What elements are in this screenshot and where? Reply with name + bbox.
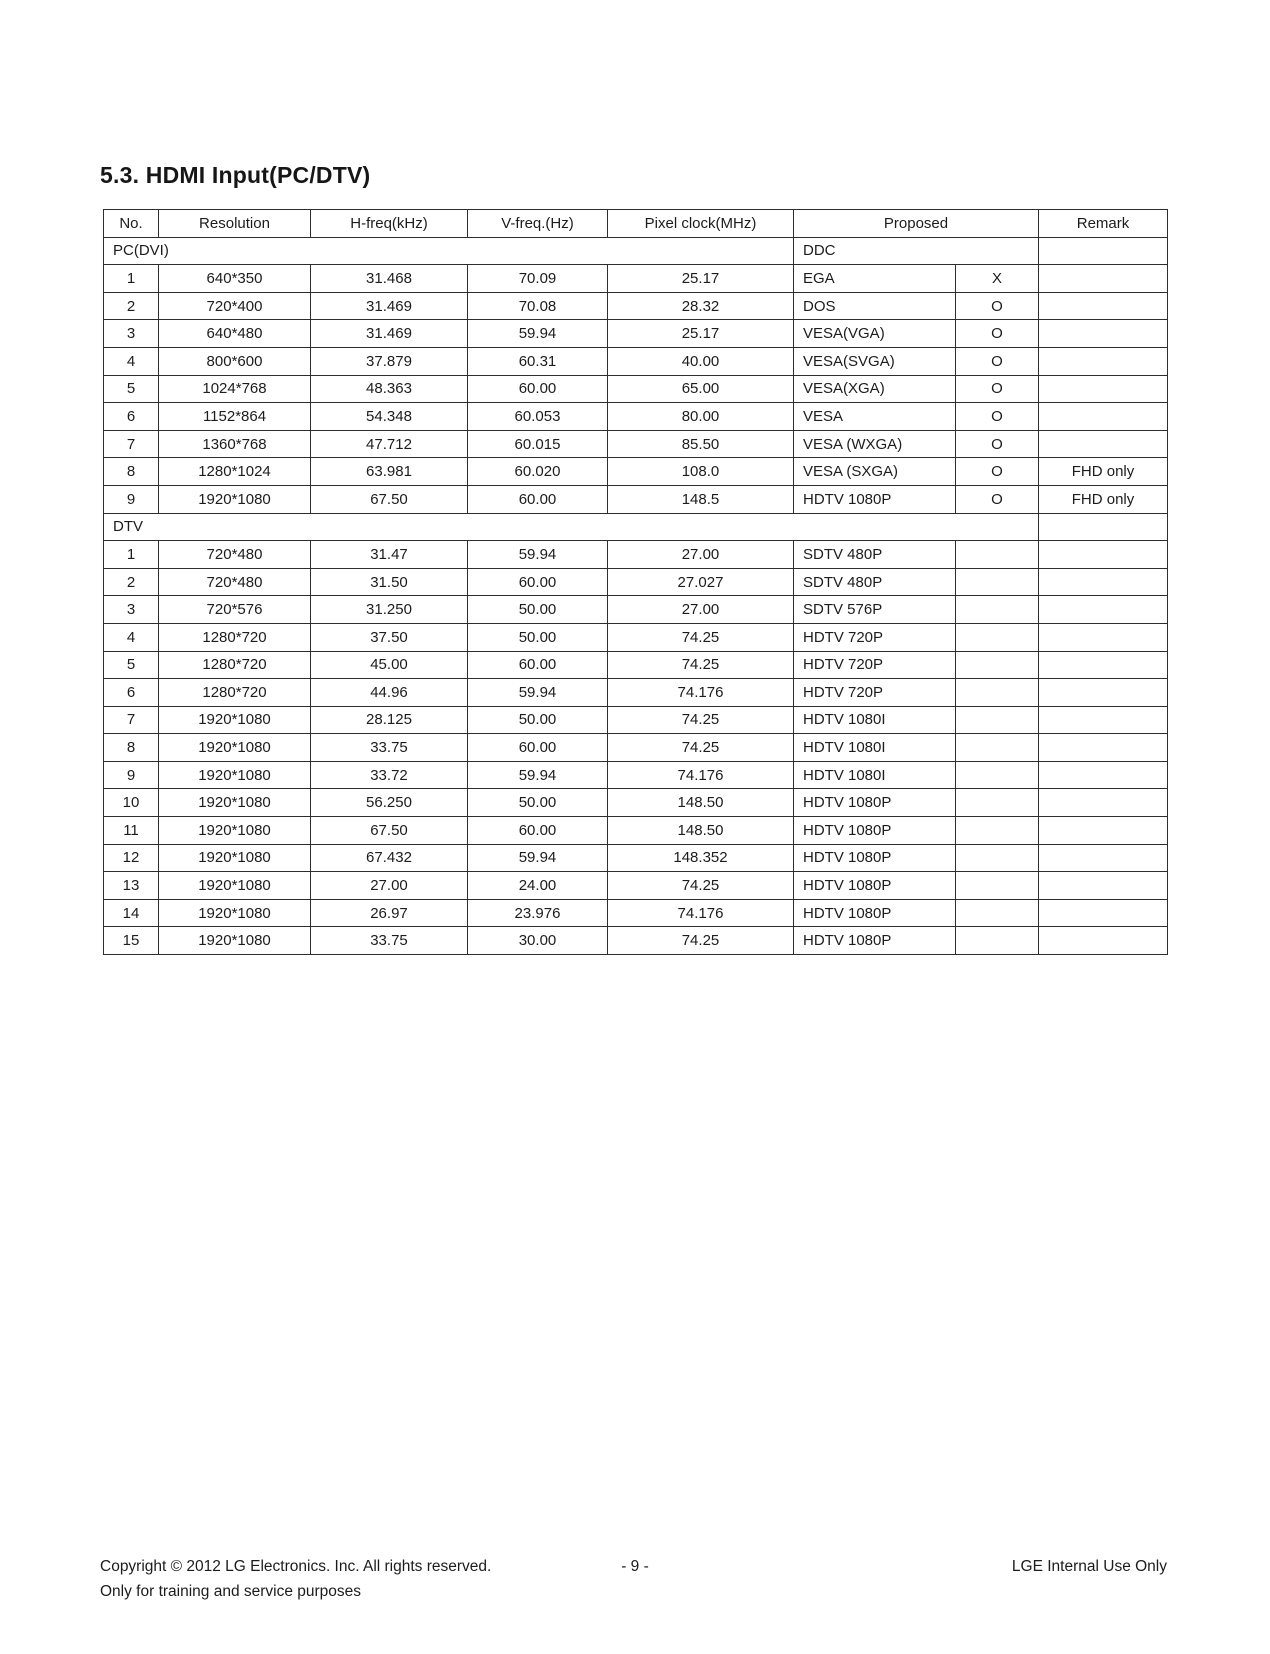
cell-proposed: HDTV 720P (794, 651, 956, 679)
cell-status (956, 541, 1039, 569)
footer-internal-use: LGE Internal Use Only (1011, 1558, 1167, 1575)
cell-vfreq: 59.94 (468, 761, 608, 789)
cell-pixel-clock: 40.00 (608, 347, 794, 375)
cell-remark (1039, 761, 1168, 789)
cell-hfreq: 48.363 (311, 375, 468, 403)
cell-no: 9 (104, 485, 159, 513)
cell-hfreq: 44.96 (311, 679, 468, 707)
cell-remark (1039, 513, 1168, 541)
cell-pixel-clock: 148.352 (608, 844, 794, 872)
cell-no: 7 (104, 706, 159, 734)
table-row (104, 292, 1168, 320)
cell-status (956, 789, 1039, 817)
cell-resolution: 640*350 (159, 265, 311, 293)
cell-pixel-clock: 148.50 (608, 789, 794, 817)
cell-hfreq: 33.75 (311, 927, 468, 955)
cell-pixel-clock: 148.5 (608, 485, 794, 513)
cell-remark (1039, 844, 1168, 872)
cell-no: 8 (104, 734, 159, 762)
cell-proposed: HDTV 1080P (794, 872, 956, 900)
cell-proposed: HDTV 720P (794, 679, 956, 707)
cell-status (956, 596, 1039, 624)
cell-no: 14 (104, 899, 159, 927)
cell-status (956, 899, 1039, 927)
cell-remark (1039, 430, 1168, 458)
cell-pixel-clock: 74.25 (608, 706, 794, 734)
table-row (104, 706, 1168, 734)
table-row (104, 541, 1168, 569)
cell-resolution: 1920*1080 (159, 789, 311, 817)
cell-vfreq: 59.94 (468, 844, 608, 872)
cell-resolution: 1920*1080 (159, 761, 311, 789)
table-row (104, 375, 1168, 403)
cell-resolution: 640*480 (159, 320, 311, 348)
table-row (104, 927, 1168, 955)
cell-vfreq: 60.00 (468, 485, 608, 513)
cell-vfreq: 50.00 (468, 789, 608, 817)
cell-resolution: 1280*720 (159, 679, 311, 707)
cell-resolution: 720*480 (159, 541, 311, 569)
cell-resolution: 1920*1080 (159, 706, 311, 734)
cell-remark: FHD only (1039, 485, 1168, 513)
cell-vfreq: 59.94 (468, 679, 608, 707)
cell-hfreq: 31.468 (311, 265, 468, 293)
cell-hfreq: 47.712 (311, 430, 468, 458)
cell-resolution: 1920*1080 (159, 817, 311, 845)
cell-resolution: 1280*720 (159, 651, 311, 679)
cell-status (956, 568, 1039, 596)
cell-remark (1039, 375, 1168, 403)
cell-vfreq: 23.976 (468, 899, 608, 927)
cell-remark (1039, 541, 1168, 569)
cell-hfreq: 31.250 (311, 596, 468, 624)
cell-proposed: VESA (SXGA) (794, 458, 956, 486)
page-number: - 9 - (621, 1558, 649, 1575)
cell-vfreq: 70.08 (468, 292, 608, 320)
cell-vfreq: 60.053 (468, 403, 608, 431)
cell-resolution: 720*480 (159, 568, 311, 596)
cell-resolution: 1920*1080 (159, 734, 311, 762)
cell-hfreq: 33.75 (311, 734, 468, 762)
table-row (104, 403, 1168, 431)
cell-hfreq: 28.125 (311, 706, 468, 734)
cell-pixel-clock: 74.25 (608, 623, 794, 651)
cell-no: 6 (104, 679, 159, 707)
cell-pixel-clock: 74.176 (608, 761, 794, 789)
cell-hfreq: 31.469 (311, 292, 468, 320)
cell-no: 3 (104, 320, 159, 348)
cell-vfreq: 60.31 (468, 347, 608, 375)
table-row (104, 265, 1168, 293)
cell-proposed: HDTV 1080P (794, 485, 956, 513)
table-row (104, 761, 1168, 789)
cell-vfreq: 50.00 (468, 596, 608, 624)
cell-vfreq: 70.09 (468, 265, 608, 293)
cell-no: 2 (104, 568, 159, 596)
cell-proposed: VESA(VGA) (794, 320, 956, 348)
cell-remark (1039, 623, 1168, 651)
cell-hfreq: 33.72 (311, 761, 468, 789)
cell-proposed: HDTV 1080I (794, 761, 956, 789)
cell-pixel-clock: 74.25 (608, 734, 794, 762)
table-row (104, 347, 1168, 375)
cell-status: O (956, 458, 1039, 486)
table-row (104, 899, 1168, 927)
cell-resolution: 1920*1080 (159, 844, 311, 872)
cell-pixel-clock: 80.00 (608, 403, 794, 431)
cell-vfreq: 30.00 (468, 927, 608, 955)
table-row (104, 320, 1168, 348)
cell-no: 1 (104, 541, 159, 569)
cell-pixel-clock: 25.17 (608, 265, 794, 293)
cell-vfreq: 59.94 (468, 320, 608, 348)
cell-no: 6 (104, 403, 159, 431)
cell-pixel-clock: 27.00 (608, 596, 794, 624)
cell-pixel-clock: 27.00 (608, 541, 794, 569)
cell-vfreq: 60.00 (468, 375, 608, 403)
cell-pixel-clock: 85.50 (608, 430, 794, 458)
table-row (104, 872, 1168, 900)
cell-status (956, 927, 1039, 955)
cell-proposed: SDTV 480P (794, 541, 956, 569)
cell-vfreq: 60.00 (468, 651, 608, 679)
cell-proposed: HDTV 1080P (794, 817, 956, 845)
cell-resolution: 800*600 (159, 347, 311, 375)
cell-proposed: SDTV 576P (794, 596, 956, 624)
cell-no: 1 (104, 265, 159, 293)
cell-proposed: SDTV 480P (794, 568, 956, 596)
cell-pixel-clock: 74.25 (608, 651, 794, 679)
cell-resolution: 1920*1080 (159, 927, 311, 955)
cell-vfreq: 59.94 (468, 541, 608, 569)
table-header (104, 210, 1168, 238)
header-no: No. (104, 210, 159, 238)
cell-hfreq: 63.981 (311, 458, 468, 486)
table-row (104, 568, 1168, 596)
header-remark: Remark (1039, 210, 1168, 238)
cell-remark (1039, 651, 1168, 679)
cell-pixel-clock: 25.17 (608, 320, 794, 348)
header-row (104, 210, 1168, 238)
cell-hfreq: 54.348 (311, 403, 468, 431)
cell-resolution: 720*400 (159, 292, 311, 320)
cell-remark (1039, 403, 1168, 431)
cell-pixel-clock: 74.176 (608, 899, 794, 927)
cell-remark (1039, 789, 1168, 817)
cell-resolution: 720*576 (159, 596, 311, 624)
cell-no: 7 (104, 430, 159, 458)
cell-status: O (956, 485, 1039, 513)
cell-proposed: HDTV 1080P (794, 789, 956, 817)
cell-proposed: DOS (794, 292, 956, 320)
table-row (104, 844, 1168, 872)
cell-hfreq: 31.47 (311, 541, 468, 569)
cell-resolution: 1152*864 (159, 403, 311, 431)
cell-resolution: 1360*768 (159, 430, 311, 458)
cell-remark (1039, 265, 1168, 293)
cell-resolution: 1920*1080 (159, 899, 311, 927)
cell-no: 8 (104, 458, 159, 486)
header-vfreq: V-freq.(Hz) (468, 210, 608, 238)
header-pixel-clock: Pixel clock(MHz) (608, 210, 794, 238)
cell-hfreq: 67.50 (311, 485, 468, 513)
cell-vfreq: 24.00 (468, 872, 608, 900)
cell-proposed: VESA(SVGA) (794, 347, 956, 375)
cell-resolution: 1280*1024 (159, 458, 311, 486)
cell-status: O (956, 403, 1039, 431)
cell-proposed: HDTV 1080I (794, 706, 956, 734)
table-row (104, 596, 1168, 624)
cell-hfreq: 37.879 (311, 347, 468, 375)
cell-resolution: 1920*1080 (159, 872, 311, 900)
cell-status: O (956, 320, 1039, 348)
cell-status: O (956, 375, 1039, 403)
cell-status (956, 872, 1039, 900)
cell-hfreq: 37.50 (311, 623, 468, 651)
section-label: DTV (104, 513, 1039, 541)
copyright-line-1: Copyright © 2012 LG Electronics. Inc. All rights reserved. (100, 1558, 492, 1575)
table-row (104, 789, 1168, 817)
cell-pixel-clock: 65.00 (608, 375, 794, 403)
cell-resolution: 1024*768 (159, 375, 311, 403)
cell-status: X (956, 265, 1039, 293)
cell-remark (1039, 320, 1168, 348)
cell-status (956, 623, 1039, 651)
cell-no: 4 (104, 347, 159, 375)
cell-proposed: HDTV 1080I (794, 734, 956, 762)
header-hfreq: H-freq(kHz) (311, 210, 468, 238)
cell-remark (1039, 679, 1168, 707)
header-proposed: Proposed (794, 210, 1039, 238)
cell-hfreq: 27.00 (311, 872, 468, 900)
cell-proposed: VESA (794, 403, 956, 431)
header-resolution: Resolution (159, 210, 311, 238)
cell-remark (1039, 817, 1168, 845)
cell-pixel-clock: 108.0 (608, 458, 794, 486)
table-row (104, 430, 1168, 458)
cell-hfreq: 31.469 (311, 320, 468, 348)
cell-hfreq: 56.250 (311, 789, 468, 817)
cell-hfreq: 45.00 (311, 651, 468, 679)
cell-vfreq: 50.00 (468, 706, 608, 734)
cell-remark (1039, 596, 1168, 624)
cell-pixel-clock: 27.027 (608, 568, 794, 596)
cell-resolution: 1920*1080 (159, 485, 311, 513)
cell-remark (1039, 899, 1168, 927)
cell-vfreq: 60.00 (468, 568, 608, 596)
cell-remark (1039, 927, 1168, 955)
cell-remark (1039, 292, 1168, 320)
table-row (104, 651, 1168, 679)
cell-vfreq: 50.00 (468, 623, 608, 651)
cell-proposed: HDTV 720P (794, 623, 956, 651)
cell-pixel-clock: 148.50 (608, 817, 794, 845)
cell-proposed: EGA (794, 265, 956, 293)
cell-status (956, 706, 1039, 734)
cell-remark (1039, 237, 1168, 265)
cell-no: 4 (104, 623, 159, 651)
cell-hfreq: 67.50 (311, 817, 468, 845)
cell-status (956, 679, 1039, 707)
table-row (104, 817, 1168, 845)
copyright-line-2: Only for training and service purposes (100, 1583, 362, 1600)
hdmi-timing-table (103, 209, 1168, 955)
table-row (104, 679, 1168, 707)
cell-pixel-clock: 74.176 (608, 679, 794, 707)
cell-vfreq: 60.015 (468, 430, 608, 458)
section-label: PC(DVI) (104, 237, 794, 265)
cell-no: 15 (104, 927, 159, 955)
cell-no: 5 (104, 651, 159, 679)
table-row (104, 458, 1168, 486)
cell-status (956, 651, 1039, 679)
cell-vfreq: 60.020 (468, 458, 608, 486)
cell-pixel-clock: 74.25 (608, 927, 794, 955)
cell-proposed: HDTV 1080P (794, 899, 956, 927)
cell-no: 2 (104, 292, 159, 320)
cell-status (956, 734, 1039, 762)
cell-remark (1039, 872, 1168, 900)
cell-resolution: 1280*720 (159, 623, 311, 651)
cell-status (956, 761, 1039, 789)
cell-status (956, 817, 1039, 845)
cell-status: O (956, 347, 1039, 375)
cell-no: 12 (104, 844, 159, 872)
cell-status: O (956, 292, 1039, 320)
section-row (104, 237, 1168, 265)
table-row (104, 485, 1168, 513)
section-sublabel: DDC (794, 237, 1039, 265)
cell-proposed: HDTV 1080P (794, 844, 956, 872)
cell-vfreq: 60.00 (468, 817, 608, 845)
cell-remark (1039, 706, 1168, 734)
cell-remark (1039, 568, 1168, 596)
cell-remark (1039, 347, 1168, 375)
cell-proposed: VESA (WXGA) (794, 430, 956, 458)
cell-pixel-clock: 28.32 (608, 292, 794, 320)
table-row (104, 623, 1168, 651)
table-row (104, 734, 1168, 762)
cell-proposed: VESA(XGA) (794, 375, 956, 403)
section-row (104, 513, 1168, 541)
page-title: 5.3. HDMI Input(PC/DTV) (100, 162, 371, 188)
cell-status (956, 844, 1039, 872)
cell-proposed: HDTV 1080P (794, 927, 956, 955)
cell-hfreq: 26.97 (311, 899, 468, 927)
cell-status: O (956, 430, 1039, 458)
cell-remark: FHD only (1039, 458, 1168, 486)
cell-no: 13 (104, 872, 159, 900)
cell-no: 9 (104, 761, 159, 789)
cell-hfreq: 31.50 (311, 568, 468, 596)
cell-vfreq: 60.00 (468, 734, 608, 762)
cell-no: 5 (104, 375, 159, 403)
cell-remark (1039, 734, 1168, 762)
cell-no: 3 (104, 596, 159, 624)
cell-no: 10 (104, 789, 159, 817)
cell-no: 11 (104, 817, 159, 845)
cell-hfreq: 67.432 (311, 844, 468, 872)
timing-table-body (104, 237, 1168, 954)
cell-pixel-clock: 74.25 (608, 872, 794, 900)
